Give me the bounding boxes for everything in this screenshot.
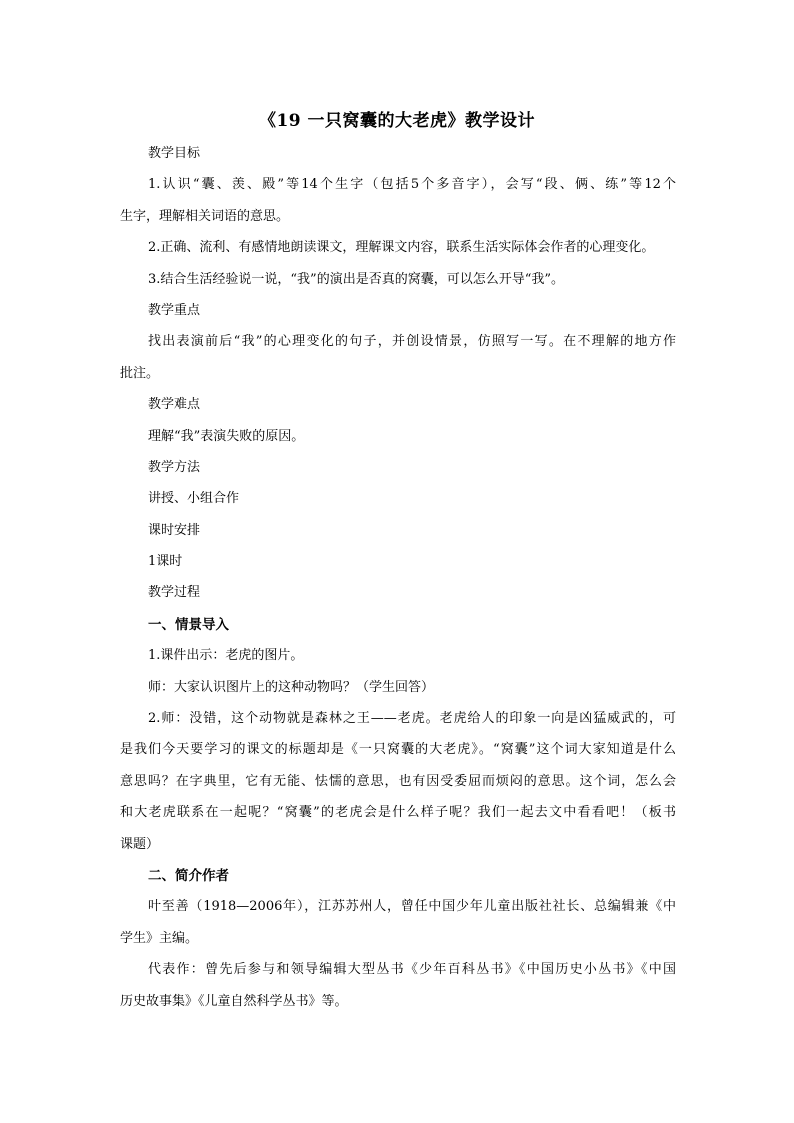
paragraph-line: 意思吗？在字典里，它有无能、怯懦的意思，也有因受委屈而烦闷的意思。这个词，怎么会 bbox=[120, 773, 676, 789]
paragraph-line: 教学重点 bbox=[148, 302, 201, 318]
section-heading: 一、情景导入 bbox=[148, 616, 229, 633]
paragraph-line: 代表作：曾先后参与和领导编辑大型丛书《少年百科丛书》《中国历史小丛书》《中国 bbox=[148, 962, 676, 978]
paragraph-line: 教学过程 bbox=[148, 585, 201, 601]
paragraph-line: 找出表演前后“我”的心理变化的句子，并创设情景，仿照写一写。在不理解的地方作 bbox=[148, 334, 676, 350]
paragraph-line: 理解“我”表演失败的原因。 bbox=[148, 428, 305, 444]
paragraph-line: 1课时 bbox=[148, 554, 183, 570]
paragraph-line: 教学难点 bbox=[148, 397, 201, 413]
paragraph-line: 教学方法 bbox=[148, 459, 201, 475]
paragraph-line: 3.结合生活经验说一说，“我”的演出是否真的窝囊，可以怎么开导“我”。 bbox=[148, 271, 564, 287]
document-body bbox=[120, 143, 676, 1022]
paragraph-line: 2.师：没错，这个动物就是森林之王——老虎。老虎给人的印象一向是凶猛威武的，可 bbox=[148, 711, 676, 727]
paragraph-line: 2.正确、流利、有感情地朗读课文，理解课文内容，联系生活实际体会作者的心理变化。 bbox=[148, 240, 655, 256]
document-title: 《19 一只窝囊的大老虎》教学设计 bbox=[258, 111, 536, 131]
paragraph-line: 1.认识“囊、羡、殿”等14个生字（包括5个多音字），会写“段、俩、练”等12个 bbox=[148, 177, 676, 193]
paragraph-line: 历史故事集》《儿童自然科学丛书》等。 bbox=[120, 993, 348, 1009]
paragraph-line: 课题） bbox=[120, 836, 160, 852]
paragraph-line: 课时安排 bbox=[148, 522, 201, 538]
paragraph-line: 学生》主编。 bbox=[120, 930, 199, 946]
section-heading: 二、简介作者 bbox=[148, 867, 229, 884]
paragraph-line: 和大老虎联系在一起呢？“窝囊”的老虎会是什么样子呢？我们一起去文中看看吧！（板书 bbox=[120, 805, 676, 821]
paragraph-line: 1.课件出示：老虎的图片。 bbox=[148, 648, 304, 664]
paragraph-line: 教学目标 bbox=[148, 146, 201, 161]
paragraph-line: 叶至善（1918—2006年），江苏苏州人，曾任中国少年儿童出版社社长、总编辑兼《中 bbox=[148, 899, 676, 915]
paragraph-line: 是我们今天要学习的课文的标题却是《一只窝囊的大老虎》。“窝囊”这个词大家知道是什么 bbox=[120, 742, 676, 758]
paragraph-line: 师：大家认识图片上的这种动物吗？（学生回答） bbox=[148, 679, 435, 695]
paragraph-line: 生字，理解相关词语的意思。 bbox=[120, 208, 290, 224]
paragraph-line: 讲授、小组合作 bbox=[148, 491, 240, 507]
paragraph-line: 批注。 bbox=[120, 365, 160, 381]
